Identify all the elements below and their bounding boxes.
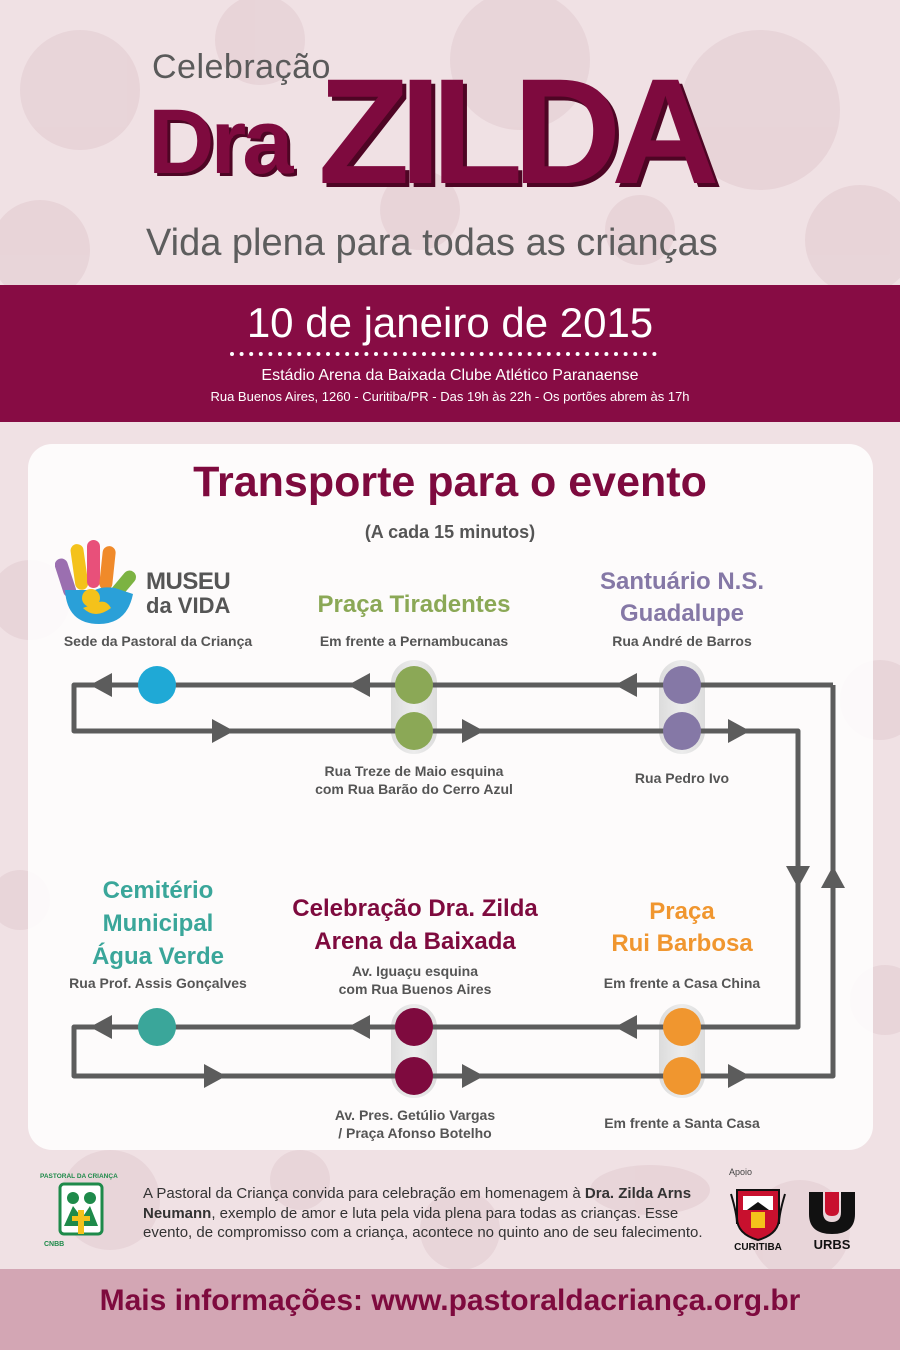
urbs-logo	[805, 1188, 859, 1252]
cemiterio-name-3: Água Verde	[91, 943, 225, 970]
ruibarbosa-top-label: Em frente a Casa China	[603, 975, 761, 991]
arrow-left-icon	[90, 673, 112, 697]
tiradentes-bottom-label-2: com Rua Barão do Cerro Azul	[315, 781, 513, 797]
museu-logo-subtext: da VIDA	[146, 593, 231, 618]
intro-paragraph	[143, 1184, 728, 1243]
ruibarbosa-name-1: Praça	[649, 898, 715, 925]
ruibarbosa-name-2: Rui Barbosa	[611, 930, 753, 957]
arena-name-2: Arena da Baixada	[314, 928, 516, 955]
stop-dot-tiradentes-bottom	[395, 712, 433, 750]
arena-bottom-label-1: Av. Pres. Getúlio Vargas	[334, 1107, 496, 1123]
arrow-left-icon	[348, 673, 370, 697]
curitiba-logo	[729, 1184, 787, 1252]
curitiba-logo-text: CURITIBA	[734, 1242, 782, 1252]
cemiterio-name-1: Cemitério	[102, 877, 214, 904]
header-subtitle: Vida plena para todas as crianças	[146, 222, 718, 264]
arrow-left-icon	[90, 1015, 112, 1039]
arena-bottom-label-2: / Praça Afonso Botelho	[338, 1125, 492, 1141]
stop-dot-tiradentes-top	[395, 666, 433, 704]
arrow-right-icon	[462, 1064, 484, 1088]
tiradentes-name: Praça Tiradentes	[317, 591, 511, 618]
cemiterio-name-2: Municipal	[102, 910, 214, 937]
arrow-left-icon	[615, 673, 637, 697]
stop-dot-ruibarbosa-top	[663, 1008, 701, 1046]
intro-text-1: A Pastoral da Criança convida para celebração em homenagem à	[143, 1185, 585, 1202]
santuario-bottom-label: Rua Pedro Ivo	[634, 770, 730, 786]
arrow-right-icon	[204, 1064, 226, 1088]
tiradentes-bottom-label-1: Rua Treze de Maio esquina	[324, 763, 504, 779]
arrow-right-icon	[462, 719, 484, 743]
transport-title: Transporte para o evento	[193, 458, 707, 506]
pastoral-logo-cnbb: CNBB	[44, 1241, 65, 1248]
tiradentes-top-label: Em frente a Pernambucanas	[319, 633, 509, 649]
pastoral-da-crianca-logo	[40, 1170, 122, 1252]
stop-dot-arena-top	[395, 1008, 433, 1046]
arena-name-1: Celebração Dra. Zilda	[292, 895, 538, 922]
museu-logo-text: MUSEU	[146, 568, 231, 595]
event-date: 10 de janeiro de 2015	[246, 299, 654, 346]
santuario-top-label: Rua André de Barros	[612, 633, 752, 649]
ruibarbosa-bottom-label: Em frente a Santa Casa	[604, 1115, 760, 1131]
arrow-left-icon	[615, 1015, 637, 1039]
arena-top-label-2: com Rua Buenos Aires	[338, 981, 492, 997]
santuario-name-2: Guadalupe	[619, 600, 745, 627]
arrow-up-icon	[821, 866, 845, 888]
event-venue: Estádio Arena da Baixada Clube Atlético Paranaense	[261, 367, 639, 384]
stop-dot-cemiterio	[138, 1008, 176, 1046]
urbs-logo-text: URBS	[813, 1237, 851, 1252]
stop-dot-santuario-bottom	[663, 712, 701, 750]
pastoral-logo-text: PASTORAL DA CRIANÇA	[40, 1173, 118, 1180]
transport-frequency: (A cada 15 minutos)	[364, 522, 536, 542]
arrow-right-icon	[212, 719, 234, 743]
apoio-label: Apoio	[729, 1167, 753, 1177]
arena-top-label-1: Av. Iguaçu esquina	[351, 963, 479, 979]
arrow-right-icon	[728, 719, 750, 743]
intro-text-bold: Dra. Zilda Arns Neumann	[143, 1185, 692, 1222]
stop-dot-ruibarbosa-bottom	[663, 1057, 701, 1095]
arrow-down-icon	[786, 866, 810, 888]
stop-dot-santuario-top	[663, 666, 701, 704]
arrow-left-icon	[348, 1015, 370, 1039]
header-celebracao: Celebração	[152, 48, 331, 86]
museu-da-vida-logo	[55, 538, 147, 628]
stop-dot-museu	[138, 666, 176, 704]
event-address: Rua Buenos Aires, 1260 - Curitiba/PR - Das 19h às 22h - Os portões abrem às 17h	[210, 389, 690, 404]
santuario-name-1: Santuário N.S.	[599, 568, 765, 595]
intro-text-2: , exemplo de amor e luta pela vida plena para todas as crianças. Esse evento, de compromisso com a criança, acontece no quinto ano de seu falecimento.	[143, 1204, 703, 1241]
header-zilda: ZILDA	[318, 47, 710, 215]
cemiterio-top-label: Rua Prof. Assis Gonçalves	[69, 975, 247, 991]
arrow-right-icon	[728, 1064, 750, 1088]
stop-dot-arena-bottom	[395, 1057, 433, 1095]
museu-subtitle: Sede da Pastoral da Criança	[63, 633, 253, 649]
header-dra: Dra	[148, 91, 290, 193]
footer-info-link[interactable]: Mais informações: www.pastoraldacriança.org.br	[99, 1284, 801, 1317]
